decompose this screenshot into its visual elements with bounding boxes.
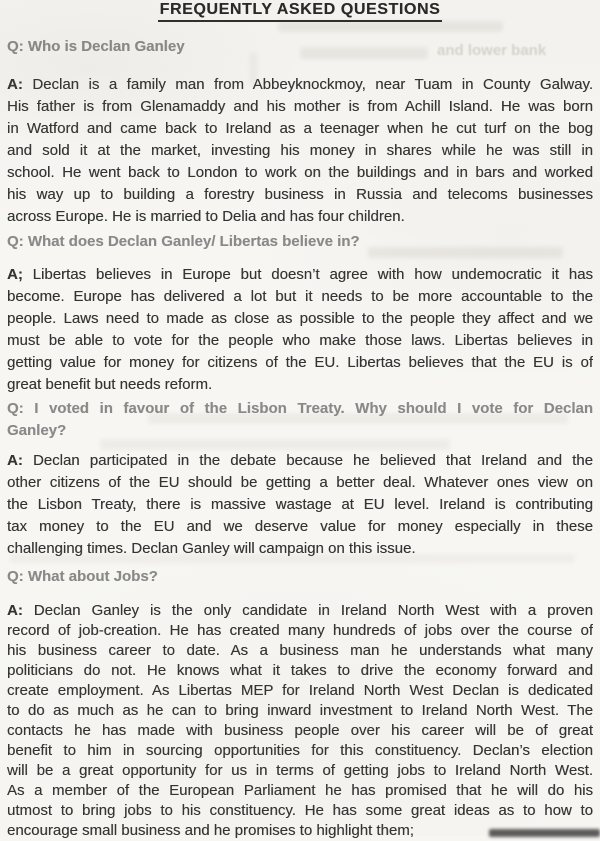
faq-answer <box>7 601 593 841</box>
answer-line: A: Declan participated in the debate because he believed that Ireland and the <box>7 452 593 469</box>
answer-line: His father is from Glenamaddy and his mother is from Achill Island. He was born <box>7 98 593 115</box>
faq-answer <box>7 450 593 560</box>
answer-line: must be able to vote for the people who make those laws. Libertas believes in <box>7 332 593 349</box>
answer-line: record of job-creation. He has created many hundreds of jobs over the course of <box>7 622 593 639</box>
answer-line: to do as much as he can to bring inward investment to Ireland North West. The <box>7 702 593 719</box>
answer-line: in Watford and came back to Ireland as a teenager when he cut turf on the bog <box>7 120 593 137</box>
answer-line: create employment. As Libertas MEP for Ireland North West Declan is dedicated <box>7 682 593 699</box>
answer-line: across Europe. He is married to Delia and has four children. <box>7 208 405 225</box>
answer-line: people. Laws need to made as close as possible to the people they affect and we <box>7 310 593 327</box>
answer-line: his business career to date. As a business man he understands what many <box>7 642 593 659</box>
answer-line: challenging times. Declan Ganley will campaign on this issue. <box>7 540 416 557</box>
faq-question <box>7 398 593 442</box>
answer-line: A; Libertas believes in Europe but doesn’t agree with how undemocratic it has <box>7 266 593 283</box>
question-line: Q: What about Jobs? <box>7 568 158 585</box>
answer-line: contacts he has made with business people over his career will be of great <box>7 722 593 739</box>
answer-line: tax money to the EU and we deserve value for money especially in these <box>7 518 593 535</box>
faq-question <box>7 231 593 253</box>
bleed-through-text: and lower bank <box>437 42 547 59</box>
answer-prefix: A: <box>7 602 23 619</box>
answer-line: utmost to bring jobs to his constituency. He has some great ideas as to how to <box>7 802 593 819</box>
question-line: Q: What does Declan Ganley/ Libertas believe in? <box>7 233 360 250</box>
answer-line: other citizens of the EU should be getting a better deal. Whatever ones view on <box>7 474 593 491</box>
answer-prefix: A; <box>7 266 23 283</box>
question-line: Q: Who is Declan Ganley <box>7 38 185 55</box>
answer-line: great benefit but needs reform. <box>7 376 213 393</box>
faq-question <box>7 36 593 58</box>
answer-line: As a member of the European Parliament he has promised that he will do his <box>7 782 593 799</box>
title-row <box>0 1 600 22</box>
question-line: Q: I voted in favour of the Lisbon Treaty. Why should I vote for Declan <box>7 400 593 417</box>
answer-line: will be a great opportunity for us in terms of getting jobs to Ireland North West. <box>7 762 593 779</box>
answer-line: school. He went back to London to work on the buildings and in bars and worked <box>7 164 593 181</box>
answer-line: and sold it at the market, investing his money in shares while he was still in <box>7 142 593 159</box>
answer-line: getting value for money for citizens of the EU. Libertas believes that the EU is of <box>7 354 593 371</box>
answer-line: politicians do not. He knows what it takes to drive the economy forward and <box>7 662 593 679</box>
question-line: Ganley? <box>7 422 67 439</box>
answer-prefix: A: <box>7 452 23 469</box>
answer-prefix: A: <box>7 76 23 93</box>
faq-question <box>7 566 593 588</box>
faq-answer <box>7 264 593 396</box>
answer-line: benefit to him in sourcing opportunities for this constituency. Declan’s election <box>7 742 593 759</box>
answer-line: encourage small business and he promises to highlight them; <box>7 822 414 839</box>
answer-line: his way up to building a forestry business in Russia and telecoms businesses <box>7 186 593 203</box>
answer-line: become. Europe has delivered a lot but it needs to be more accountable to the <box>7 288 593 305</box>
answer-line: A: Declan Ganley is the only candidate in Ireland North West with a proven <box>7 602 593 619</box>
faq-answer <box>7 74 593 228</box>
answer-line: the Lisbon Treaty, there is massive wastage at EU level. Ireland is contributing <box>7 496 593 513</box>
document-title: FREQUENTLY ASKED QUESTIONS <box>158 1 443 22</box>
answer-line: A: Declan is a family man from Abbeyknockmoy, near Tuam in County Galway. <box>7 76 593 93</box>
